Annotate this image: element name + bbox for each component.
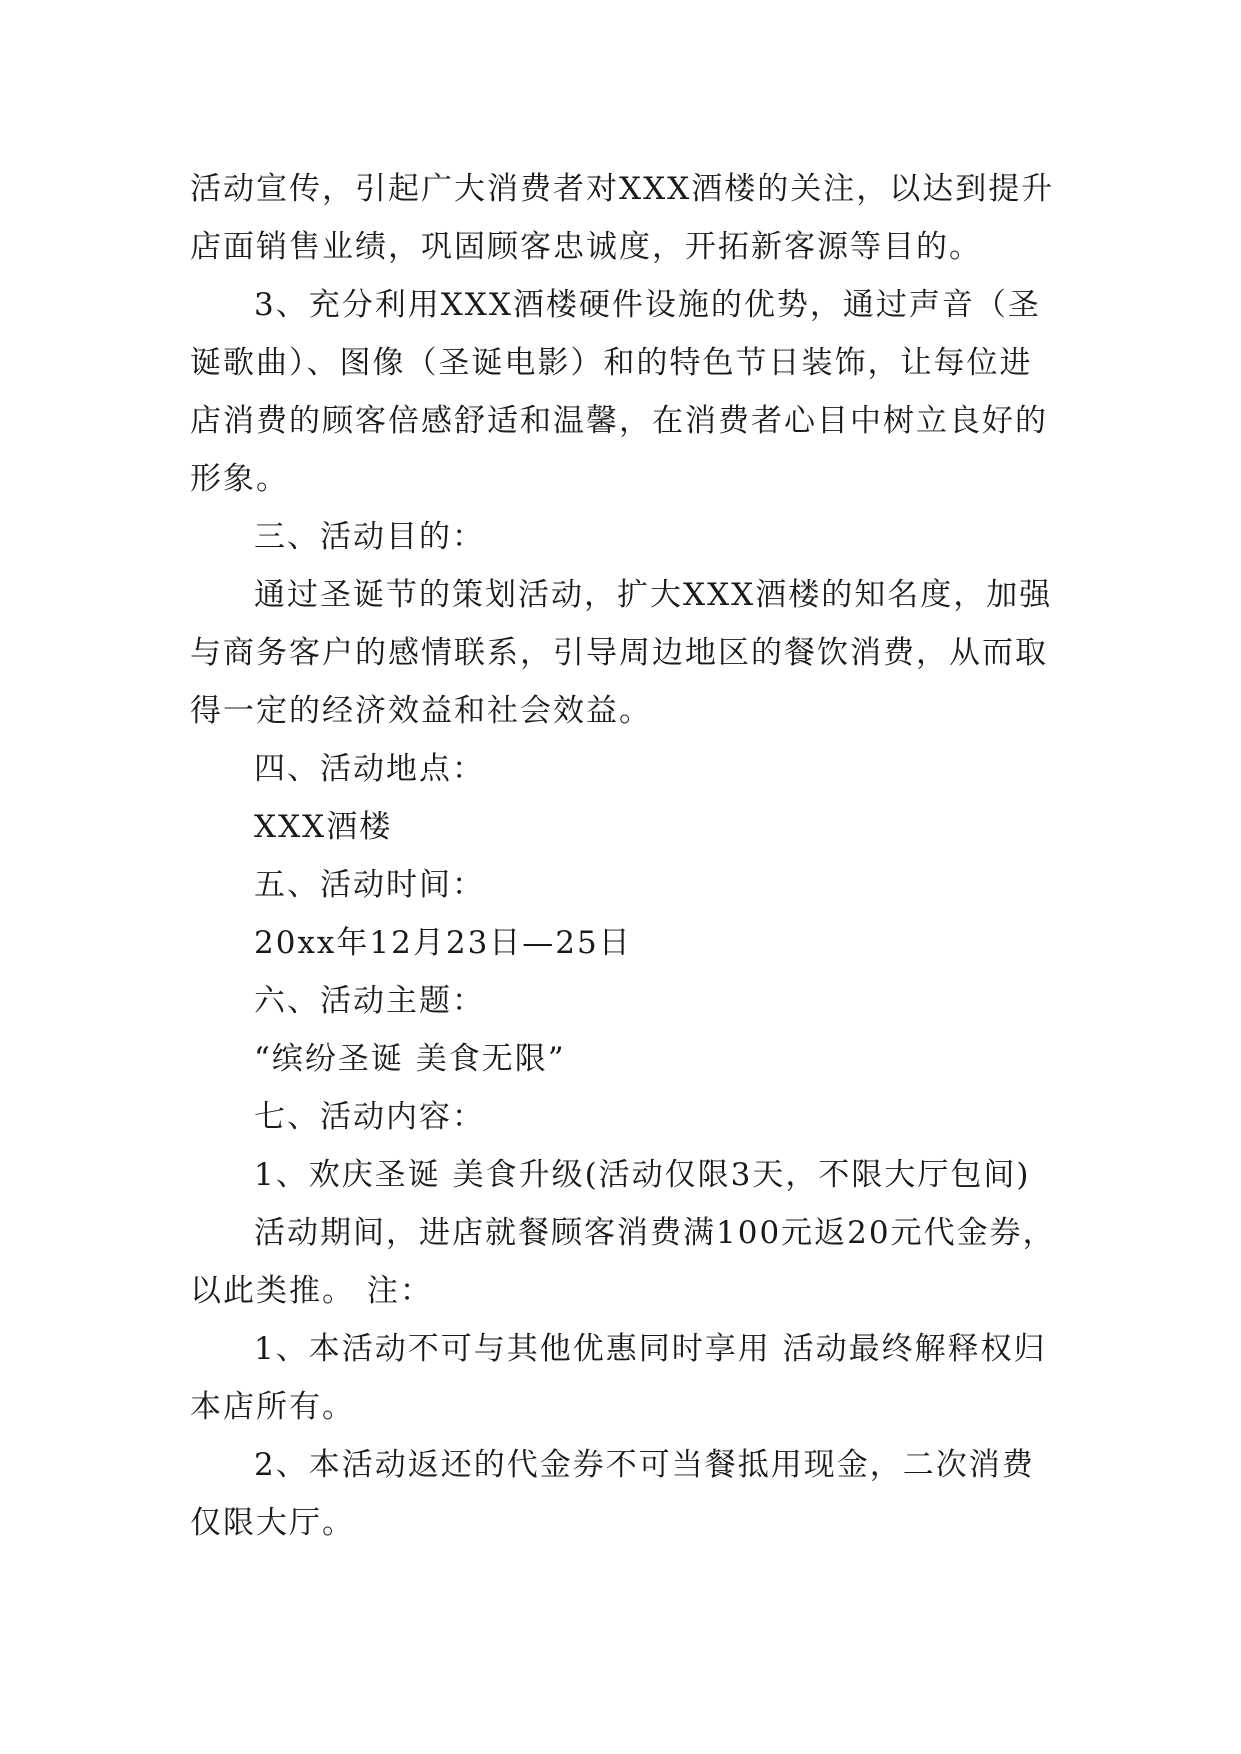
document-body [190,160,1056,1552]
text-line: 通过圣诞节的策划活动，扩大XXX酒楼的知名度，加强 [254,577,1053,613]
text-line: 20xx年12月23日—25日 [254,925,632,961]
text-line: 活动期间，进店就餐顾客消费满100元返20元代金券， [254,1215,1056,1251]
text-line: 仅限大厅。 [190,1505,355,1541]
text-line: 1、本活动不可与其他优惠同时享用 活动最终解释权归 [254,1331,1047,1367]
text-line: 四、活动地点： [254,751,485,787]
text-line: 店消费的顾客倍感舒适和温馨，在消费者心目中树立良好的 [190,403,1048,439]
text-line: 以此类推。 注： [190,1273,433,1309]
text-line: 本店所有。 [190,1389,355,1425]
text-line: 七、活动内容： [254,1099,485,1135]
text-line: 形象。 [190,461,289,497]
text-line: 得一定的经济效益和社会效益。 [190,693,652,729]
text-line: 2、本活动返还的代金券不可当餐抵用现金，二次消费 [254,1447,1035,1483]
text-line: XXX酒楼 [254,809,393,845]
text-line: 诞歌曲）、图像（圣诞电影）和的特色节日装饰，让每位进 [190,345,1033,381]
text-line: 与商务客户的感情联系，引导周边地区的餐饮消费，从而取 [190,635,1048,671]
text-line: 店面销售业绩，巩固顾客忠诚度，开拓新客源等目的。 [190,229,982,265]
text-line: 活动宣传，引起广大消费者对XXX酒楼的关注，以达到提升 [190,171,1055,207]
text-line: 五、活动时间： [254,867,485,903]
text-line: 六、活动主题： [254,983,485,1019]
text-line: 3、充分利用XXX酒楼硬件设施的优势，通过声音（圣 [254,287,1041,323]
text-line: “缤纷圣诞 美食无限” [254,1041,566,1077]
text-line: 1、欢庆圣诞 美食升级(活动仅限3天，不限大厅包间) [254,1157,1031,1193]
text-line: 三、活动目的： [254,519,485,555]
